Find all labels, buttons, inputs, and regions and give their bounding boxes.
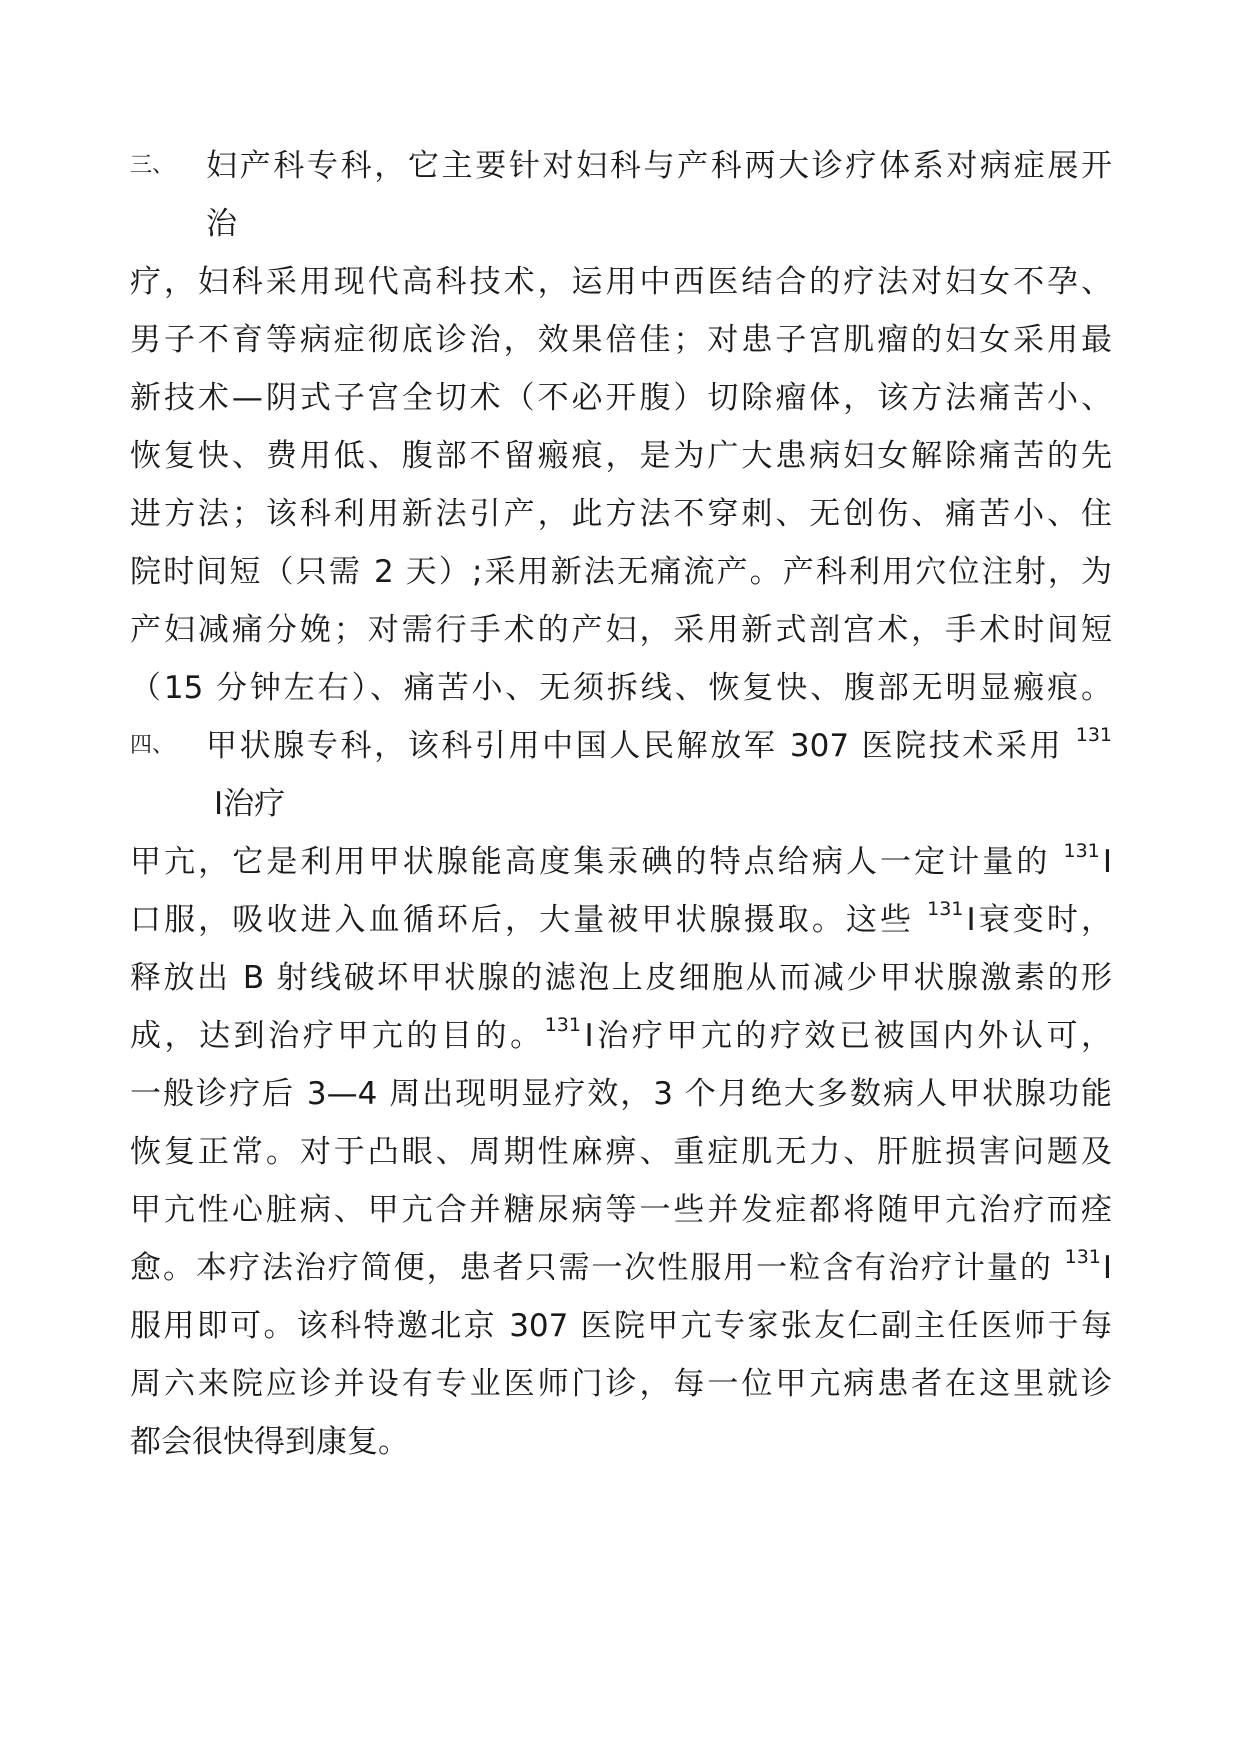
isotope-sup-3: 131 xyxy=(544,1016,581,1036)
section-4-line-8 xyxy=(130,1248,1112,1288)
section-3-line-8: （15 分钟左右）、痛苦小、无须拆线、恢复快、腹部无明显瘢痕。 xyxy=(130,670,1112,706)
section-3-line-1: 疗，妇科采用现代高科技术，运用中西医结合的疗法对妇女不孕、 xyxy=(130,264,1112,300)
section-4-line-2-text: 口服，吸收进入血循环后，大量被甲状腺摄取。这些 xyxy=(130,902,915,938)
section-3-heading-cont: 治 xyxy=(206,206,237,242)
section-3-line-5: 进方法；该科利用新法引产，此方法不穿刺、无创伤、痛苦小、住 xyxy=(130,496,1112,532)
isotope-sup-2: 131 xyxy=(927,900,964,920)
section-3-line-3: 新技术—阴式子宫全切术（不必开腹）切除瘤体，该方法痛苦小、 xyxy=(130,380,1112,416)
section-4-line-2-tail: Ⅰ衰变时， xyxy=(963,902,1112,938)
section-4-marker: 四、 xyxy=(130,733,175,758)
section-3-marker: 三、 xyxy=(130,153,175,178)
section-4-line-1 xyxy=(130,842,1112,882)
isotope-sup-4: 131 xyxy=(1064,1248,1101,1268)
isotope-sup-1: 131 xyxy=(1063,842,1100,862)
section-4-line-2 xyxy=(130,900,1112,940)
section-4-line-10: 周六来院应诊并设有专业医师门诊，每一位甲亢病患者在这里就诊 xyxy=(130,1366,1112,1402)
section-4-heading-sup: 131 xyxy=(1075,726,1112,746)
section-4-line-3: 释放出 B 射线破坏甲状腺的滤泡上皮细胞从而减少甲状腺激素的形 xyxy=(130,960,1112,996)
section-4-line-8-iodine: Ⅰ xyxy=(1100,1250,1112,1286)
section-4-line-5: 一般诊疗后 3—4 周出现明显疗效，3 个月绝大多数病人甲状腺功能 xyxy=(130,1076,1112,1112)
section-3-line-6: 院时间短（只需 2 天）;采用新法无痛流产。产科利用穴位注射，为 xyxy=(130,554,1112,590)
section-4-line-7: 甲亢性心脏病、甲亢合并糖尿病等一些并发症都将随甲亢治疗而痊 xyxy=(130,1192,1112,1228)
section-4-line-8-text: 愈。本疗法治疗简便，患者只需一次性服用一粒含有治疗计量的 xyxy=(130,1250,1053,1286)
section-4-line-1-text: 甲亢，它是利用甲状腺能高度集汞碘的特点给病人一定计量的 xyxy=(130,844,1051,880)
section-4-line-1-iodine: Ⅰ xyxy=(1099,844,1112,880)
section-4-line-4-tail: Ⅰ治疗甲亢的疗效已被国内外认可， xyxy=(580,1018,1112,1054)
section-4-line-6: 恢复正常。对于凸眼、周期性麻痹、重症肌无力、肝脏损害问题及 xyxy=(130,1134,1112,1170)
section-3-line-7: 产妇减痛分娩；对需行手术的产妇，采用新式剖宫术，手术时间短 xyxy=(130,612,1112,648)
section-4-heading-cont: Ⅰ治疗 xyxy=(214,786,286,822)
section-4-heading xyxy=(206,726,1112,766)
section-3-line-4: 恢复快、费用低、腹部不留瘢痕，是为广大患病妇女解除痛苦的先 xyxy=(130,438,1112,474)
section-4-line-9: 服用即可。该科特邀北京 307 医院甲亢专家张友仁副主任医师于每 xyxy=(130,1308,1112,1344)
section-4-line-4-text: 成，达到治疗甲亢的目的。 xyxy=(130,1018,545,1054)
section-3-heading: 妇产科专科，它主要针对妇科与产科两大诊疗体系对病症展开 xyxy=(206,148,1112,184)
section-3-line-2: 男子不育等病症彻底诊治，效果倍佳；对患子宫肌瘤的妇女采用最 xyxy=(130,322,1112,358)
section-4-line-4 xyxy=(130,1016,1112,1056)
section-4-heading-text: 甲状腺专科，该科引用中国人民解放军 307 医院技术采用 xyxy=(206,728,1064,764)
section-4-line-11: 都会很快得到康复。 xyxy=(130,1424,409,1460)
